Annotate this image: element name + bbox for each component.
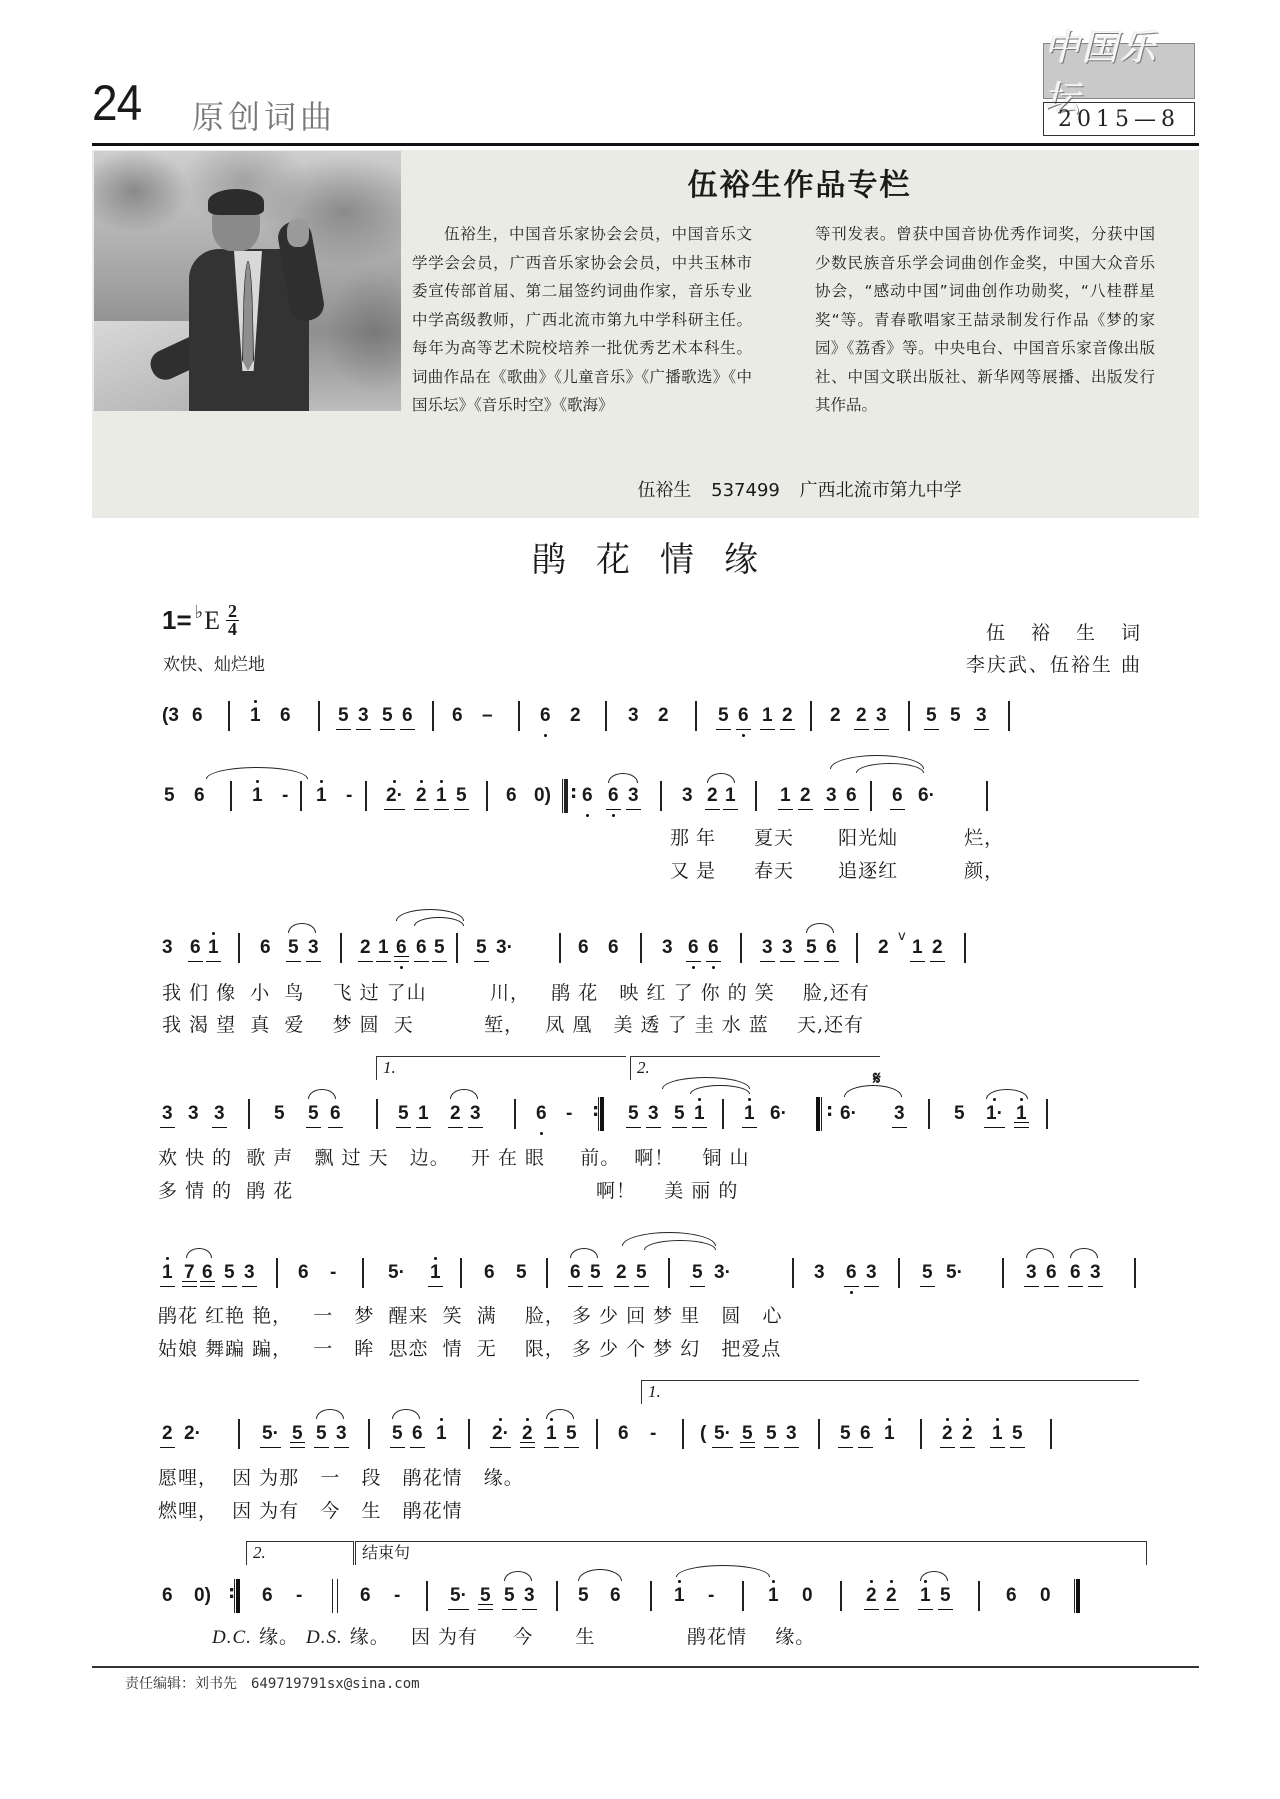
tempo-marking: 欢快、灿烂地 (163, 655, 265, 675)
lyricist-role: 词 (1120, 622, 1142, 644)
dc-marking: D.C. (212, 1627, 252, 1648)
score-row-2: 5 6 1 - 1 - 2· 2 1 5 6 0) : 6 6 3 3 2 1 1 2 3 6 6 6· (150, 785, 1150, 825)
segno-icon: 𝄋 (873, 1068, 881, 1089)
score-row-6: 2 2· 5· 5 5 3 5 6 1 2· 2 1 5 6 - ( 5· 5 5 3 5 6 1 2 2 1 5 (150, 1423, 1150, 1463)
contact-address: 广西北流市第九中学 (799, 480, 962, 501)
song-title: 鹃花情缘 (532, 540, 788, 580)
ds-marking: D.S. (306, 1627, 343, 1648)
contact-name: 伍裕生 (637, 480, 692, 501)
section-title: 原创词曲 (192, 98, 337, 136)
score-row-1: (3 6 1 6 5 3 5 6 6 – 6 2 3 2 5 6 1 2 2 2 3 5 5 3 (150, 705, 1150, 745)
key-signature (162, 603, 239, 638)
lyrics-row-6-verse-2: 燃哩， 因 为有 今 生 鹃花情 (158, 1500, 463, 1522)
composer-credit (966, 650, 1142, 677)
lyrics-row-7: D.C. 缘。 D.S. 缘。 因 为有 今 生 鹃花情 缘。 (212, 1626, 816, 1648)
score-row-5: 1 7 6 5 3 6 - 5· 1 6 5 6 5 2 5 5 3· 3 6 3 5 5· 3 6 6 3 (150, 1262, 1150, 1302)
page-number: 24 (92, 75, 142, 131)
composer-role: 曲 (1120, 654, 1142, 676)
lyrics-row-2-verse-2: 又 是 春天 追逐红 颜， (670, 860, 1005, 882)
lyrics-row-4-verse-1: 欢 快 的 歌 声 飘 过 天 边。 开 在 眼 前。 啊！ 铜 山 (158, 1147, 750, 1169)
score-row-3: 3 6 1 6 5 3 2 1 6 6 5 5 3· 6 6 3 6 6 3 3 5 6 2 v 1 2 (150, 937, 1150, 977)
magazine-logo: 中国乐坛 (1043, 43, 1195, 99)
lyricist-credit (986, 618, 1142, 645)
lyrics-row-6-verse-1: 愿哩， 因 为那 一 段 鹃花情 缘。 (158, 1467, 524, 1489)
header-divider (92, 143, 1199, 146)
score-row-4: 3 3 3 5 5 6 5 1 2 3 6 - : 5 3 5 1 1 6· : 6· 3 5 1· 1 (150, 1103, 1150, 1143)
time-signature: $\frac{2}{4}$ (228, 601, 238, 639)
key-letter: E (204, 605, 221, 635)
editor-email: 649719791sx@sina.com (251, 1676, 420, 1692)
lyrics-row-3-verse-2: 我 渴 望 真 爱 梦 圆 天 堑， 凤 凰 美 透 了 圭 水 蓝 天,还有 (162, 1014, 865, 1036)
footer-divider (92, 1666, 1199, 1668)
lyrics-row-5-verse-2: 姑娘 舞蹁 蹁， 一 眸 思恋 情 无 限， 多 少 个 梦 幻 把爱点 (158, 1338, 782, 1360)
lyrics-row-3-verse-1: 我 们 像 小 鸟 飞 过 了山 川， 鹃 花 映 红 了 你 的 笑 脸,还有 (162, 982, 870, 1004)
lyrics-row-2-verse-1: 那 年 夏天 阳光灿 烂， (670, 827, 1005, 849)
lyrics-row-4-verse-2: 多 情 的 鹃 花 啊！ 美 丽 的 (158, 1180, 739, 1202)
contact-postcode: 537499 (711, 480, 780, 501)
volta-first-ending: 1. (376, 1056, 626, 1080)
feature-title: 伍裕生作品专栏 (687, 168, 912, 203)
bio-left-column: 伍裕生，中国音乐家协会会员，中国音乐文学学会会员，广西音乐家协会会员，中共玉林市委宣传部首届、第二届签约词曲作家，音乐专业中学高级教师，广西北流市第九中学科研主任。每年为高等艺术院校培养一批优秀艺术本科生。词曲作品在《歌曲》《儿童音乐》《广播歌选》《中国乐坛》《音乐时空》《歌海》 (412, 225, 752, 414)
bio-right-column: 等刊发表。曾获中国音协优秀作词奖，分获中国少数民族音乐学会词曲创作金奖，中国大众音乐协会，“感动中国”词曲创作功勋奖，“八桂群星奖“等。青春歌唱家王喆录制发行作品《梦的家园》《荔香》等。中央电台、中国音乐家音像出版社、中国文联出版社、新华网等展播、出版发行其作品。 (815, 225, 1155, 414)
lyricist-name: 伍裕生 (985, 622, 1121, 644)
volta-second-ending-2: 2. (246, 1541, 354, 1565)
score-row-7: 6 0) : 6 - 6 - 5· 5 5 3 5 6 1 - 1 0 2 2 1 5 6 0 (150, 1585, 1150, 1625)
flat-icon: ♭ (194, 602, 204, 622)
lyrics-row-5-verse-1: 鹃花 红艳 艳， 一 梦 醒来 笑 满 脸， 多 少 回 梦 里 圆 心 (158, 1305, 783, 1327)
composer-names: 李庆武、伍裕生 (965, 654, 1113, 676)
key-one: 1= (162, 605, 192, 635)
contact-line (400, 476, 1199, 502)
volta-first-ending-2: 1. (641, 1380, 1139, 1404)
editor-credit: 责任编辑：刘书先 (125, 1676, 237, 1692)
volta-second-ending: 2. (630, 1056, 880, 1080)
author-photo (94, 151, 401, 411)
footer (125, 1673, 420, 1693)
ending-label: 结束句 (355, 1541, 1147, 1565)
issue-number: 2015—8 (1043, 102, 1195, 136)
